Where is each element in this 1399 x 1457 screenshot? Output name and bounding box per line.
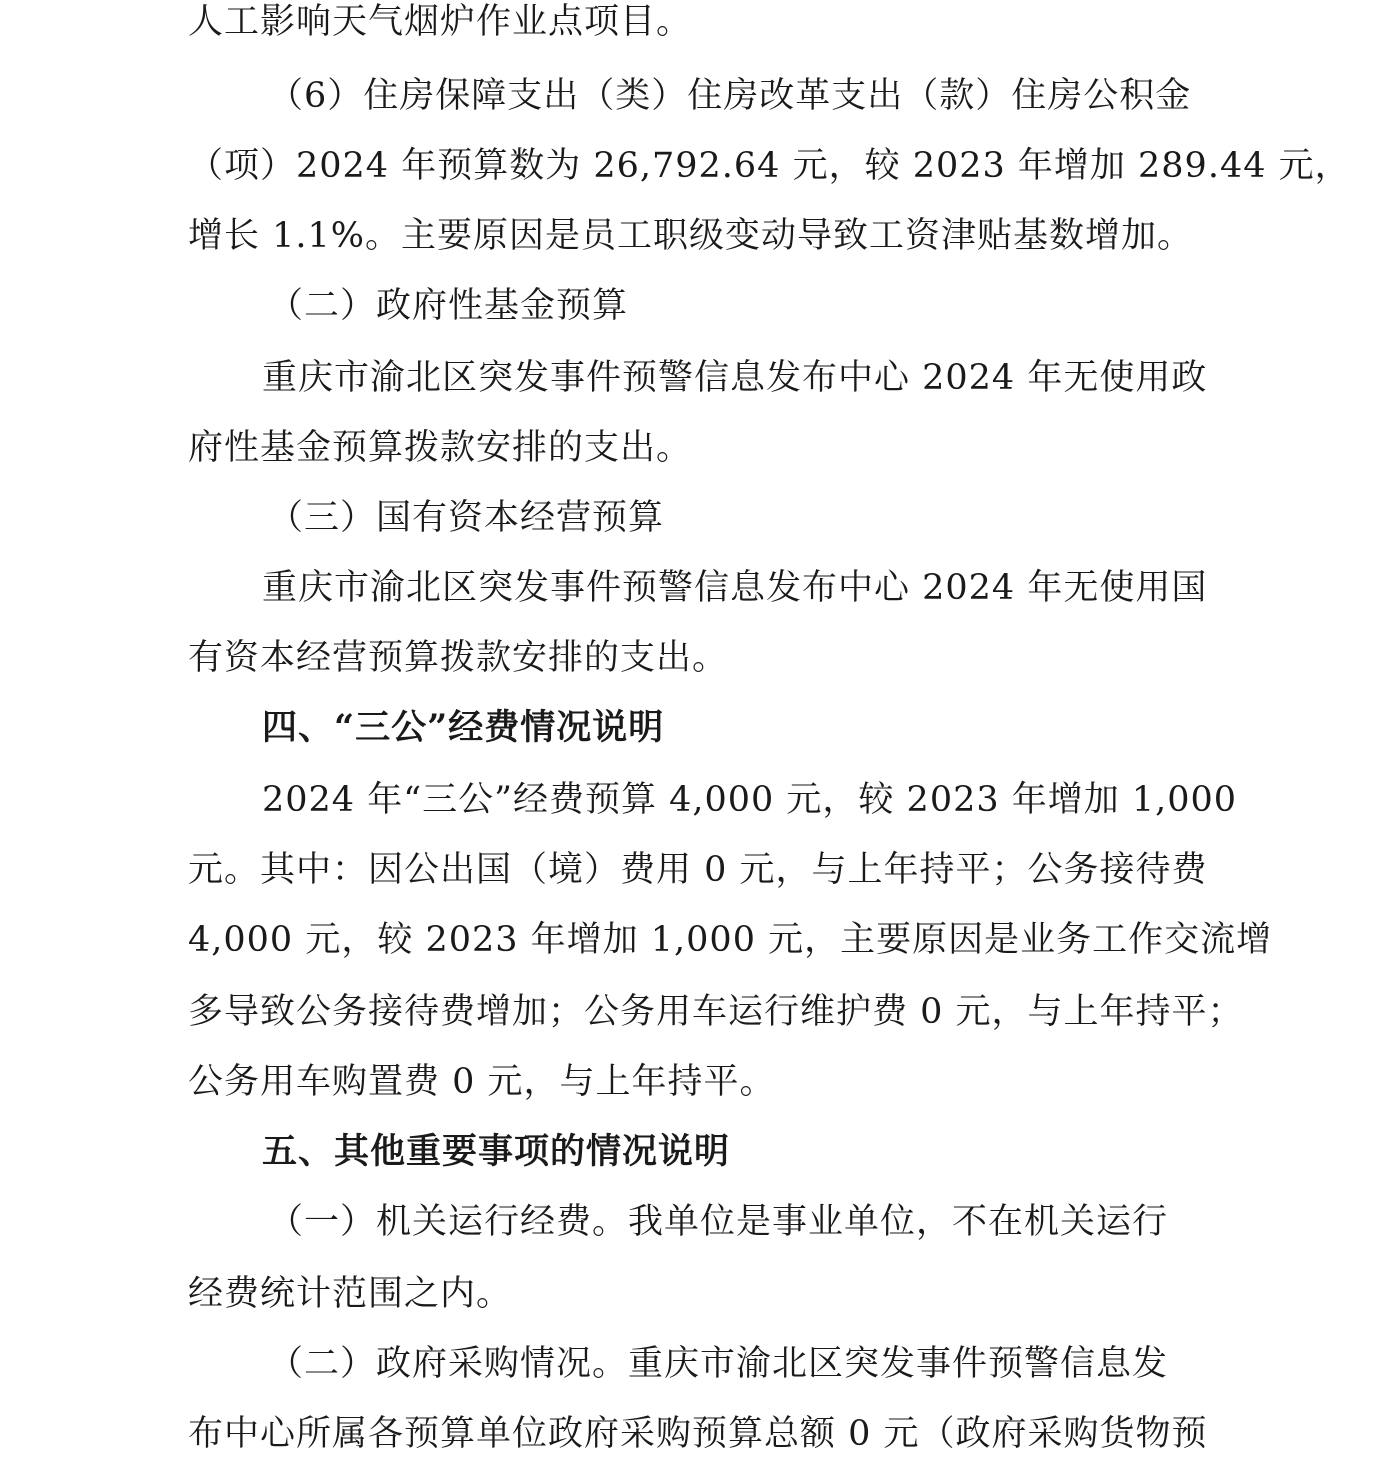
text-line-20: （二）政府采购情况。重庆市渝北区突发事件预警信息发 <box>268 1344 1169 1384</box>
text-line-9: 重庆市渝北区突发事件预警信息发布中心 2024 年无使用国 <box>262 568 1208 608</box>
text-line-12: 2024 年“三公”经费预算 4,000 元，较 2023 年增加 1,000 <box>262 780 1238 820</box>
text-line-4: 增长 1.1%。主要原因是员工职级变动导致工资津贴基数增加。 <box>188 216 1194 256</box>
text-line-21: 布中心所属各预算单位政府采购预算总额 0 元（政府采购货物预 <box>188 1414 1208 1454</box>
text-line-2: （6）住房保障支出（类）住房改革支出（款）住房公积金 <box>268 76 1192 116</box>
text-line-15: 多导致公务接待费增加；公务用车运行维护费 0 元，与上年持平； <box>188 992 1244 1032</box>
text-line-6: 重庆市渝北区突发事件预警信息发布中心 2024 年无使用政 <box>262 358 1208 398</box>
text-line-14: 4,000 元，较 2023 年增加 1,000 元，主要原因是业务工作交流增 <box>188 920 1273 960</box>
section-heading-state-capital-budget: （三）国有资本经营预算 <box>268 498 665 538</box>
text-line-1: 人工影响天气烟炉作业点项目。 <box>188 2 693 42</box>
text-line-19: 经费统计范围之内。 <box>188 1274 513 1314</box>
text-line-7: 府性基金预算拨款安排的支出。 <box>188 428 693 468</box>
text-line-16: 公务用车购置费 0 元，与上年持平。 <box>188 1062 776 1102</box>
section-heading-three-public-expenses: 四、“三公”经费情况说明 <box>262 707 665 748</box>
text-line-3: （项）2024 年预算数为 26,792.64 元，较 2023 年增加 289.44 元， <box>188 146 1351 186</box>
section-heading-government-fund-budget: （二）政府性基金预算 <box>268 286 629 326</box>
text-line-18: （一）机关运行经费。我单位是事业单位，不在机关运行 <box>268 1202 1169 1242</box>
section-heading-other-important-matters: 五、其他重要事项的情况说明 <box>262 1131 731 1172</box>
text-line-10: 有资本经营预算拨款安排的支出。 <box>188 638 729 678</box>
text-line-13: 元。其中：因公出国（境）费用 0 元，与上年持平；公务接待费 <box>188 850 1208 890</box>
